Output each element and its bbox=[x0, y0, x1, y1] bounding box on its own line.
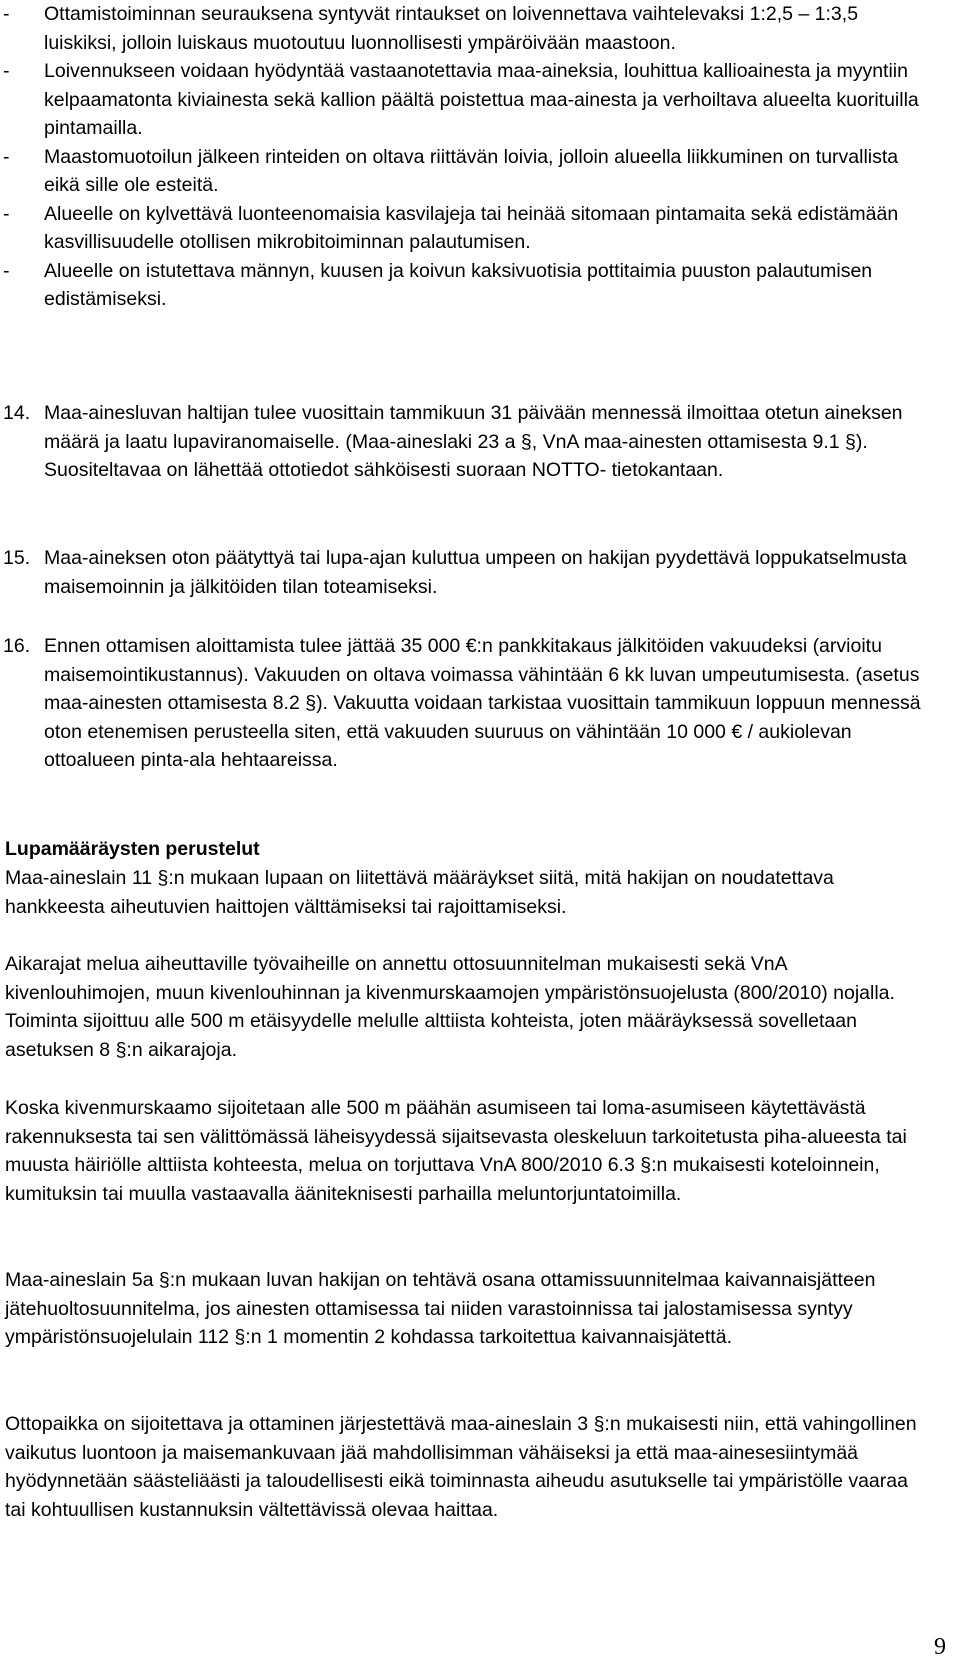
item-number: 15. bbox=[3, 547, 31, 569]
item-number: 14. bbox=[3, 402, 31, 424]
paragraph: Maa-aineslain 11 §:n mukaan lupaan on liitettävä määräykset siitä, mitä hakijan on noudatettava hankkeesta aiheutuvien haittojen välttämiseksi tai rajoittamiseksi. bbox=[5, 867, 834, 918]
bullet-dash: - bbox=[3, 202, 10, 225]
section-heading: Lupamääräysten perustelut bbox=[5, 838, 260, 860]
bullet-text: Ottamistoiminnan seurauksena syntyvät rintaukset on loivennettava vaihtelevaksi 1:2,5 – 1:3,5 luiskiksi, jolloin luiskaus muotoutuu luonnollisesti ympäröivään maastoon. bbox=[44, 3, 859, 54]
paragraph: Maa-aineslain 5a §:n mukaan luvan hakijan on tehtävä osana ottamissuunnitelmaa kaivannaisjätteen jätehuoltosuunnitelma, jos ainesten ottamisessa tai niiden varastoinnissa tai jalostamisessa syntyy ympäristönsuojelulain 112 §:n 1 momentin 2 kohdassa tarkoitettua kaivannaisjätettä. bbox=[5, 1269, 876, 1348]
bullet-dash: - bbox=[3, 259, 10, 282]
numbered-item-14 bbox=[0, 399, 930, 485]
paragraph: Koska kivenmurskaamo sijoitetaan alle 500 m päähän asumiseen tai loma-asumiseen käytettävästä rakennuksesta tai sen välittömässä läheisyydessä sijaitsevasta oleskeluun tarkoitetusta piha-alueesta tai muusta häiriölle alttiista kohteesta, melua on torjuttava VnA 800/2010 6.3 §:n mukaisesti koteloinnein, kumituksin tai muulla vastaavalla ääniteknisesti parhailla meluntorjuntatoimilla. bbox=[5, 1097, 907, 1205]
numbered-item-15 bbox=[0, 544, 930, 601]
list-item bbox=[0, 143, 930, 200]
item-number: 16. bbox=[3, 635, 31, 657]
list-item bbox=[0, 0, 930, 57]
item-text: Ennen ottamisen aloittamista tulee jättää 35 000 €:n pankkitakaus jälkitöiden vakuudeksi (arvioitu maisemointikustannus). Vakuuden on oltava voimassa vähintään 6 kk luvan umpeutumisesta. (asetus maa-ainesten ottamisesta 8.2 §). Vakuutta voidaan tarkistaa vuosittain tammikuun loppuun mennessä oton etenemisen perusteella siten, että vakuuden suuruus on vähintään 10 000 € / aukiolevan ottoalueen pinta-ala hehtaareissa. bbox=[44, 635, 921, 771]
paragraph: Ottopaikka on sijoitettava ja ottaminen järjestettävä maa-aineslain 3 §:n mukaisesti niin, että vahingollinen vaikutus luontoon ja maisemankuvaan jää mahdollisimman vähäiseksi ja että maa-ainesesiintymää hyödynnetään säästeliäästi ja taloudellisesti eikä toiminnasta aiheudu asutukselle tai ympäristölle vaaraa tai kohtuullisen kustannuksin vältettävissä olevaa haittaa. bbox=[5, 1413, 917, 1521]
bullet-list bbox=[0, 0, 930, 314]
bullet-dash: - bbox=[3, 145, 10, 168]
bullet-text: Loivennukseen voidaan hyödyntää vastaanotettavia maa-aineksia, louhittua kallioainesta ja myyntiin kelpaamatonta kiviainesta sekä kallion päältä poistettua maa-ainesta ja verhoiltava alueelta kuorituilla pintamailla. bbox=[44, 60, 919, 139]
list-item bbox=[0, 57, 930, 143]
page-number: 9 bbox=[934, 1634, 946, 1660]
numbered-item-16 bbox=[0, 632, 930, 775]
list-item bbox=[0, 257, 930, 314]
bullet-dash: - bbox=[3, 60, 10, 82]
item-text: Maa-ainesluvan haltijan tulee vuosittain tammikuun 31 päivään mennessä ilmoittaa otetun aineksen määrä ja laatu lupaviranomaiselle. (Maa-aineslaki 23 a §, VnA maa-ainesten ottamisesta 9.1 §). Suositeltavaa on lähettää ottotiedot sähköisesti suoraan NOTTO- tietokantaan. bbox=[44, 402, 903, 481]
list-item bbox=[0, 200, 930, 257]
item-text: Maa-aineksen oton päätyttyä tai lupa-ajan kuluttua umpeen on hakijan pyydettävä loppukatselmusta maisemoinnin ja jälkitöiden tilan toteamiseksi. bbox=[44, 547, 907, 598]
bullet-dash: - bbox=[3, 3, 10, 25]
paragraph: Aikarajat melua aiheuttaville työvaiheille on annettu ottosuunnitelman mukaisesti sekä VnA kivenlouhimojen, muun kivenlouhinnan ja kivenmurskaamojen ympäristönsuojelusta (800/2010) nojalla. Toiminta sijoittuu alle 500 m etäisyydelle melulle alttiista kohteista, joten määräyksessä sovelletaan asetuksen 8 §:n aikarajoja. bbox=[5, 953, 895, 1061]
bullet-text: Alueelle on istutettava männyn, kuusen ja koivun kaksivuotisia pottitaimia puuston palautumisen edistämiseksi. bbox=[44, 259, 873, 310]
bullet-text: Maastomuotoilun jälkeen rinteiden on oltava riittävän loivia, jolloin alueella liikkuminen on turvallista eikä sille ole esteitä. bbox=[44, 145, 899, 196]
bullet-text: Alueelle on kylvettävä luonteenomaisia kasvilajeja tai heinää sitomaan pintamaita sekä edistämään kasvillisuudelle otollisen mikrobitoiminnan palautumisen. bbox=[44, 202, 899, 253]
